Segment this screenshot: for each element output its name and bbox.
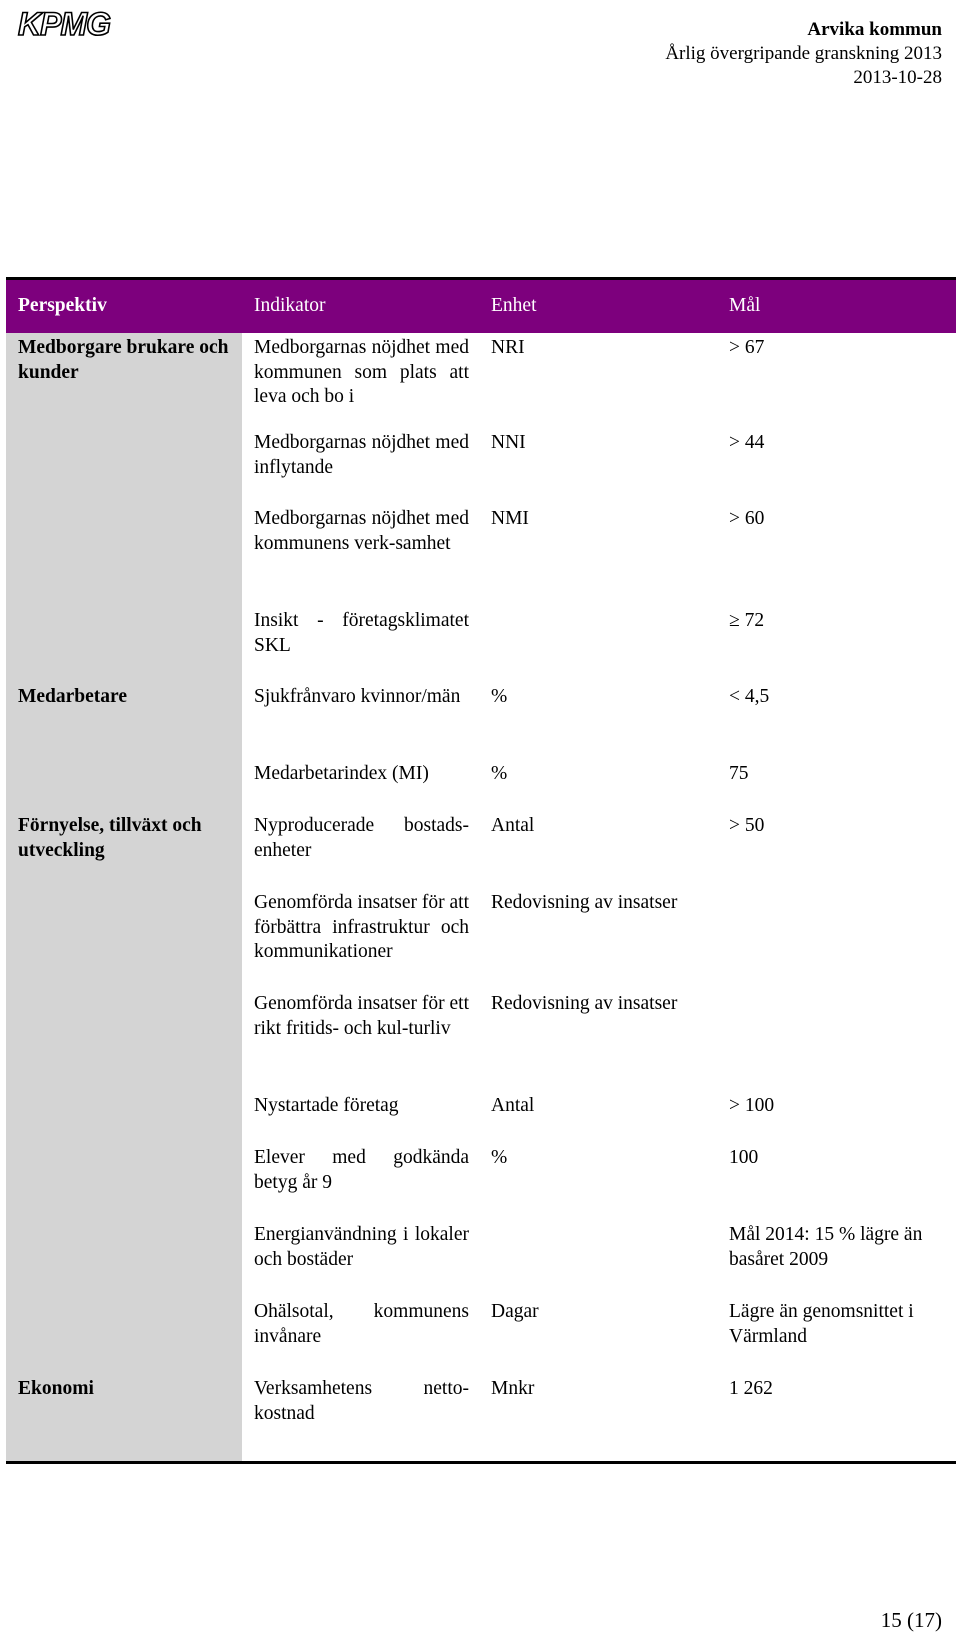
unit-cell: Redovisning av insatser (491, 993, 678, 1014)
perspective-cell: Medborgare brukare och kunder (6, 333, 242, 431)
table-row (6, 762, 956, 814)
indicator-cell: Genomförda insatser för att förbättra infrastruktur och kommunikationer (254, 892, 469, 962)
organization-name: Arvika kommun (807, 19, 942, 40)
target-cell: ≥ 72 (729, 610, 765, 631)
target-cell: 1 262 (729, 1378, 773, 1399)
indicator-cell: Nyproducerade bostads-enheter (254, 815, 469, 861)
table-row (6, 1146, 956, 1223)
unit-cell: % (491, 763, 508, 784)
unit-cell: % (491, 1147, 508, 1168)
table-row (6, 891, 956, 992)
table-row (6, 1094, 956, 1146)
indicator-cell: Elever med godkända betyg år 9 (254, 1147, 469, 1193)
table-row (6, 431, 956, 507)
column-header-enhet: Enhet (479, 279, 717, 334)
target-cell: > 67 (729, 337, 765, 358)
table-row (6, 1223, 956, 1300)
unit-cell: Mnkr (491, 1378, 535, 1399)
indicator-cell: Verksamhetens netto-kostnad (254, 1378, 469, 1424)
target-cell (717, 891, 956, 992)
unit-cell (479, 609, 717, 685)
table-row (6, 1377, 956, 1462)
table-row (6, 507, 956, 609)
indicator-cell: Genomförda insatser för ett rikt fritids- och kul-turliv (254, 993, 469, 1039)
indicator-cell: Medborgarnas nöjdhet med inflytande (254, 432, 469, 478)
perspective-cell (6, 891, 242, 992)
target-cell: 75 (729, 763, 749, 784)
perspective-cell: Medarbetare (6, 685, 242, 762)
table-row (6, 685, 956, 762)
table-row (6, 333, 956, 431)
target-cell: > 50 (729, 815, 765, 836)
perspective-cell (6, 609, 242, 685)
perspective-cell (6, 992, 242, 1094)
table-row (6, 814, 956, 891)
indicator-cell: Nystartade företag (254, 1095, 399, 1116)
perspective-cell (6, 431, 242, 507)
indicator-cell: Insikt - företagsklimatet SKL (254, 610, 469, 656)
report-title: Årlig övergripande granskning 2013 (665, 43, 942, 64)
perspective-cell (6, 1146, 242, 1223)
unit-cell: NNI (491, 432, 526, 453)
unit-cell: NMI (491, 508, 529, 529)
target-cell: > 44 (729, 432, 765, 453)
unit-cell: Antal (491, 1095, 535, 1116)
perspective-cell (6, 1094, 242, 1146)
target-cell: > 100 (729, 1095, 775, 1116)
perspective-cell (6, 1300, 242, 1377)
perspective-cell (6, 1223, 242, 1300)
table-row (6, 1300, 956, 1377)
indicator-cell: Medborgarnas nöjdhet med kommunen som plats att leva och bo i (254, 337, 469, 407)
indicator-cell: Energianvändning i lokaler och bostäder (254, 1224, 469, 1270)
column-header-mal: Mål (717, 279, 956, 334)
table-row (6, 992, 956, 1094)
unit-cell: % (491, 686, 508, 707)
target-cell: > 60 (729, 508, 765, 529)
table-header-row (6, 279, 956, 334)
report-date: 2013-10-28 (853, 67, 942, 88)
target-cell: 100 (729, 1147, 759, 1168)
target-cell: < 4,5 (729, 686, 770, 707)
unit-cell: Dagar (491, 1301, 539, 1322)
column-header-perspektiv: Perspektiv (6, 279, 242, 334)
target-cell (717, 992, 956, 1094)
unit-cell: Antal (491, 815, 535, 836)
perspective-cell: Ekonomi (6, 1377, 242, 1462)
page-number: 15 (17) (880, 1608, 942, 1632)
kpi-table (6, 277, 956, 1464)
table-row (6, 609, 956, 685)
document-header (665, 18, 942, 90)
indicator-cell: Ohälsotal, kommunens invånare (254, 1301, 469, 1347)
unit-cell: NRI (491, 337, 525, 358)
unit-cell (479, 1223, 717, 1300)
target-cell: Lägre än genomsnittet i Värmland (729, 1301, 914, 1347)
perspective-cell (6, 762, 242, 814)
perspective-cell (6, 507, 242, 609)
column-header-indikator: Indikator (242, 279, 479, 334)
indicator-cell: Sjukfrånvaro kvinnor/män (254, 686, 461, 707)
unit-cell: Redovisning av insatser (491, 892, 678, 913)
indicator-cell: Medborgarnas nöjdhet med kommunens verk-samhet (254, 508, 469, 554)
indicator-cell: Medarbetarindex (MI) (254, 763, 429, 784)
target-cell: Mål 2014: 15 % lägre än basåret 2009 (729, 1224, 923, 1270)
perspective-cell: Förnyelse, tillväxt och utveckling (6, 814, 242, 891)
kpmg-logo: KPMG (18, 6, 110, 42)
